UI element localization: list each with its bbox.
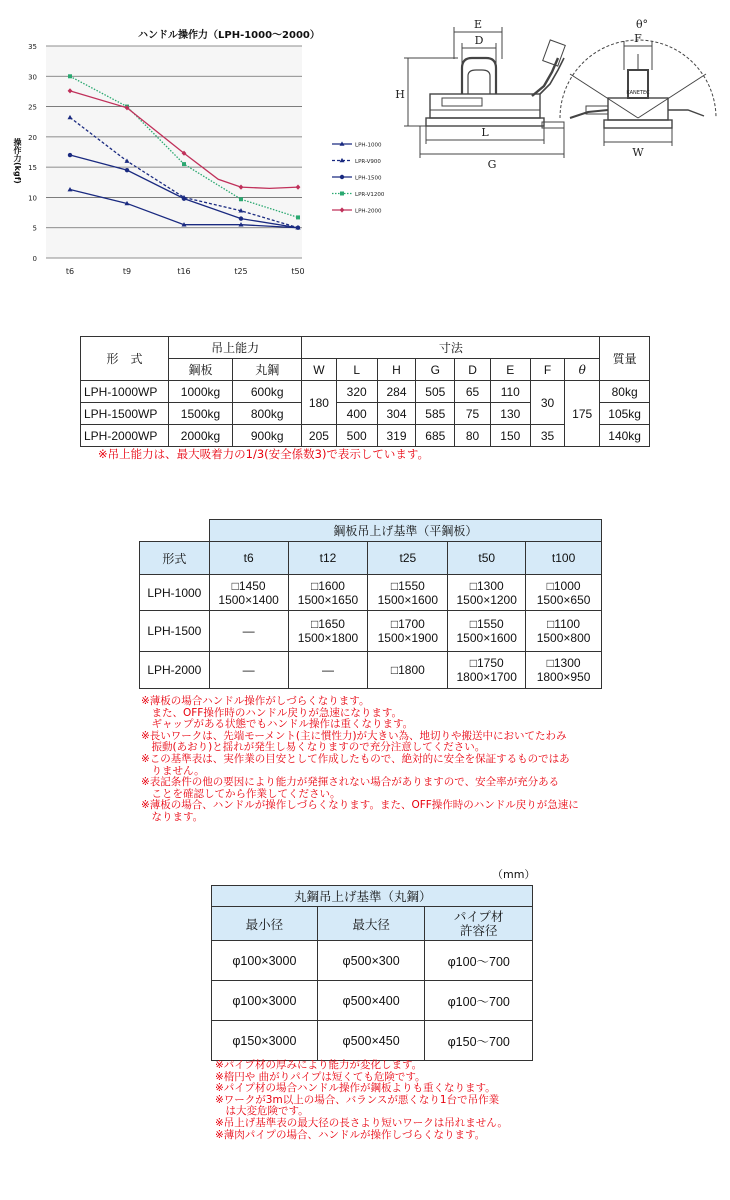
note-line: 振動(あおり)と揺れが発生し易くなりますので充分注意してください。 [141,741,486,754]
plate-cell-line: □1450 [231,578,266,593]
plate-cell-line: 1500×1200 [456,592,517,607]
plate-cell-line: □1000 [546,578,581,593]
chart-point [340,192,344,196]
table-row [212,941,533,981]
spec-D: 75 [455,403,490,425]
spec-plate: 1000kg [168,381,232,403]
dimension-drawing-svg [392,14,728,174]
plate-cell-line: □1800 [390,663,425,677]
plate-header-t12: t12 [288,542,368,575]
plate-cell-line: □1300 [469,578,504,593]
spec-header-D: D [455,359,490,381]
chart-y-tick-label: 5 [32,224,37,233]
spec-G: 685 [416,425,455,447]
chart-y-tick-label: 25 [28,103,37,112]
plate-cell-line: — [242,663,255,677]
note-line: ※楕円や 曲がりパイプは短くても危険です。 [215,1070,426,1083]
dim-label-W: W [632,146,644,159]
round-cell: φ100～700 [425,981,533,1021]
note-line: ※長いワークは、先端モーメント(主に慣性力)が大きい為、地切りや搬送中においてたわみ [141,729,567,742]
plate-cell-line: □1550 [390,578,425,593]
plate-lift-table [139,519,602,689]
note-line: は大変危険です。 [215,1105,309,1118]
spec-mass: 140kg [600,425,650,447]
chart-y-tick-label: 30 [28,73,37,82]
spec-H: 319 [377,425,415,447]
plate-header-t100: t100 [526,542,602,575]
plate-cell [368,611,448,652]
note-line: ※ワークが3m以上の場合、バランスが悪くなり1台で吊作業 [215,1093,500,1106]
spec-model: LPH-1000WP [81,381,169,403]
spec-table [80,336,650,447]
round-cell: φ100～700 [425,941,533,981]
spec-round: 800kg [233,403,302,425]
spec-plate: 2000kg [168,425,232,447]
plate-cell [526,575,602,611]
plate-cell-line: 1800×950 [536,670,591,684]
dimension-drawings [392,14,728,174]
spec-W-merged: 180 [302,381,336,425]
plate-cell [448,611,526,652]
spec-D: 80 [455,425,490,447]
plate-cell [209,575,288,611]
spec-header-E: E [490,359,530,381]
spec-E: 150 [490,425,530,447]
chart-point [182,196,186,200]
spec-F: 35 [530,425,564,447]
spec-model: LPH-2000WP [81,425,169,447]
plate-header-t50: t50 [448,542,526,575]
spec-G: 585 [416,403,455,425]
dim-label-H: H [395,88,405,101]
spec-header-mass: 質量 [600,337,650,381]
chart-svg [10,18,390,280]
chart-legend-item [332,192,385,199]
chart-legend-item [332,207,382,214]
note-line: また、OFF操作時のハンドル戻りが急速になります。 [141,706,403,719]
chart-x-tick-label: t16 [177,267,191,276]
table-row [81,425,650,447]
plate-cell [209,652,288,689]
chart-y-tick-label: 35 [28,43,37,51]
spec-header-L: L [336,359,377,381]
chart-point [68,153,72,157]
kanetec-logo-text: KANETEC [626,90,650,96]
round-header-min: 最小径 [212,907,318,941]
plate-cell [209,611,288,652]
plate-cell [288,652,368,689]
plate-cell-line: 1500×800 [536,631,591,645]
dim-label-F: F [634,32,642,45]
round-header-max: 最大径 [317,907,425,941]
note-line: ※吊上げ基準表の最大径の長さより短いワークは吊れません。 [215,1116,508,1129]
round-table-title: 丸鋼吊上げ基準（丸鋼） [212,886,533,907]
spec-plate: 1500kg [168,403,232,425]
chart-y-axis-label: 操作力(kgf) [13,138,22,184]
spec-mass: 105kg [600,403,650,425]
chart-legend-item [332,175,382,182]
chart-legend-label: LPR-V1200 [355,192,385,198]
plate-cell [288,575,368,611]
note-line: ※薄板の場合ハンドル操作がしづらくなります。 [141,695,370,707]
spec-H: 284 [377,381,415,403]
plate-cell-line: □1750 [469,656,504,670]
round-notes [215,1060,545,1141]
spec-E: 130 [490,403,530,425]
spec-L: 320 [336,381,377,403]
chart-point [239,216,243,220]
plate-cell-line: □1650 [311,617,345,631]
note-line: ことを確認してから作業してください。 [141,787,341,800]
chart-point [296,226,300,230]
table-row [140,575,602,611]
plate-cell-line: □1700 [390,617,425,631]
plate-cell-line: 1500×1800 [297,631,359,645]
plate-model: LPH-1000 [140,575,210,611]
plate-cell [526,652,602,689]
round-cell: φ500×450 [317,1021,425,1061]
dim-label-theta: θ° [635,18,649,31]
plate-model: LPH-1500 [140,611,210,652]
spec-header-dimensions: 寸法 [302,337,600,359]
plate-cell [526,611,602,652]
chart-y-tick-label: 15 [28,164,37,173]
chart-legend-label: LPR-V900 [355,159,381,165]
plate-cell-line: □1600 [311,578,345,593]
table-row [140,611,602,652]
plate-cell [448,652,526,689]
chart-point [182,162,186,166]
spec-note: ※吊上能力は、最大吸着力の1/3(安全係数3)で表示しています。 [98,447,430,461]
chart-x-tick-label: t9 [122,267,132,276]
note-line: ※薄肉パイプの場合、ハンドルが操作しづらくなります。 [215,1128,486,1141]
chart-point [340,207,345,212]
chart-legend-item [332,158,381,165]
plate-cell-line: □1300 [546,656,581,670]
table-row [81,381,650,403]
plate-notes [141,696,611,824]
plate-cell-line: — [321,663,334,677]
plate-model: LPH-2000 [140,652,210,689]
note-line: ※表記条件の他の要因により能力が発揮されない場合がありますので、安全率が充分ある [141,776,560,789]
chart-point [340,175,344,179]
plate-cell-line: 1500×650 [536,592,591,607]
plate-cell-line: 1500×1400 [218,592,279,607]
spec-mass: 80kg [600,381,650,403]
spec-header-W: W [302,359,336,381]
spec-E: 110 [490,381,530,403]
chart-legend-label: LPH-2000 [355,208,382,215]
plate-cell-line: — [242,624,255,638]
note-line: ギャップがある状態でもハンドル操作は重くなります。 [141,718,414,731]
table-row [140,652,602,689]
round-header-pipe: パイプ材 許容径 [425,907,533,941]
round-cell: φ150～700 [425,1021,533,1061]
chart-y-tick-label: 10 [28,194,37,203]
spec-theta-merged: 175 [565,381,600,447]
chart-x-tick-label: t50 [291,267,305,276]
chart-point [296,215,300,219]
spec-header-F: F [530,359,564,381]
operating-force-chart [10,18,390,280]
spec-G: 505 [416,381,455,403]
plate-cell-line: □1100 [547,617,581,631]
spec-L: 500 [336,425,377,447]
chart-y-tick-label: 0 [32,255,37,263]
note-line: ※パイプ材の場合ハンドル操作が鋼板よりも重くなります。 [215,1082,496,1095]
plate-header-model: 形式 [140,542,210,575]
dim-label-E: E [473,18,483,31]
round-cell: φ100×3000 [212,941,318,981]
note-line: ※この基準表は、実作業の目安として作成したもので、絶対的に安全を保証するものではあ [141,752,570,765]
note-line: ※パイプ材の厚みにより能力が変化します。 [215,1059,423,1071]
unit-label: （mm） [492,868,536,881]
spec-header-plate: 鋼板 [168,359,232,381]
note-line: ※薄板の場合、ハンドルが操作しづらくなります。また、OFF操作時のハンドル戻りが急速に [141,799,579,812]
chart-legend-item [332,141,382,148]
plate-cell-line: □1550 [469,617,504,631]
chart-legend-label: LPH-1500 [355,175,382,182]
spec-F-merged: 30 [530,381,564,425]
dim-label-D: D [474,34,484,47]
spec-header-lift: 吊上能力 [168,337,301,359]
spec-round: 600kg [233,381,302,403]
plate-cell-line: 1500×1600 [377,592,439,607]
table-row [212,981,533,1021]
spec-model: LPH-1500WP [81,403,169,425]
plate-corner [140,520,210,542]
plate-header-t6: t6 [209,542,288,575]
dim-label-G: G [487,158,497,171]
plate-cell [368,575,448,611]
round-cell: φ100×3000 [212,981,318,1021]
spec-W: 205 [302,425,336,447]
round-cell: φ500×300 [317,941,425,981]
spec-header-H: H [377,359,415,381]
round-lift-table [211,885,533,1061]
chart-y-tick-label: 20 [28,133,37,142]
plate-cell [288,611,368,652]
plate-header-t25: t25 [368,542,448,575]
spec-header-theta: θ [565,359,600,381]
spec-header-G: G [416,359,455,381]
chart-title: ハンドル操作力（LPH-1000～2000） [138,30,320,41]
spec-round: 900kg [233,425,302,447]
note-line: なります。 [141,810,204,823]
plate-cell [448,575,526,611]
round-cell: φ150×3000 [212,1021,318,1061]
spec-L: 400 [336,403,377,425]
plate-cell-line: 1500×1600 [456,631,517,645]
table-row [212,1021,533,1061]
plate-cell-line: 1800×1700 [456,670,517,684]
spec-header-round: 丸鋼 [233,359,302,381]
dim-label-L: L [481,126,489,139]
chart-point [125,168,129,172]
plate-cell-line: 1500×1900 [377,631,439,645]
plate-cell [368,652,448,689]
spec-header-model: 形 式 [81,337,169,381]
spec-D: 65 [455,381,490,403]
round-cell: φ500×400 [317,981,425,1021]
spec-H: 304 [377,403,415,425]
chart-point [68,74,72,78]
chart-x-tick-label: t6 [65,267,75,276]
chart-legend-label: LPH-1000 [355,142,382,149]
plate-cell-line: 1500×1650 [297,592,359,607]
chart-x-tick-label: t25 [234,267,248,276]
plate-table-title: 鋼板吊上げ基準（平鋼板） [209,520,601,542]
note-line: りません。 [141,764,205,777]
chart-point [239,197,243,201]
